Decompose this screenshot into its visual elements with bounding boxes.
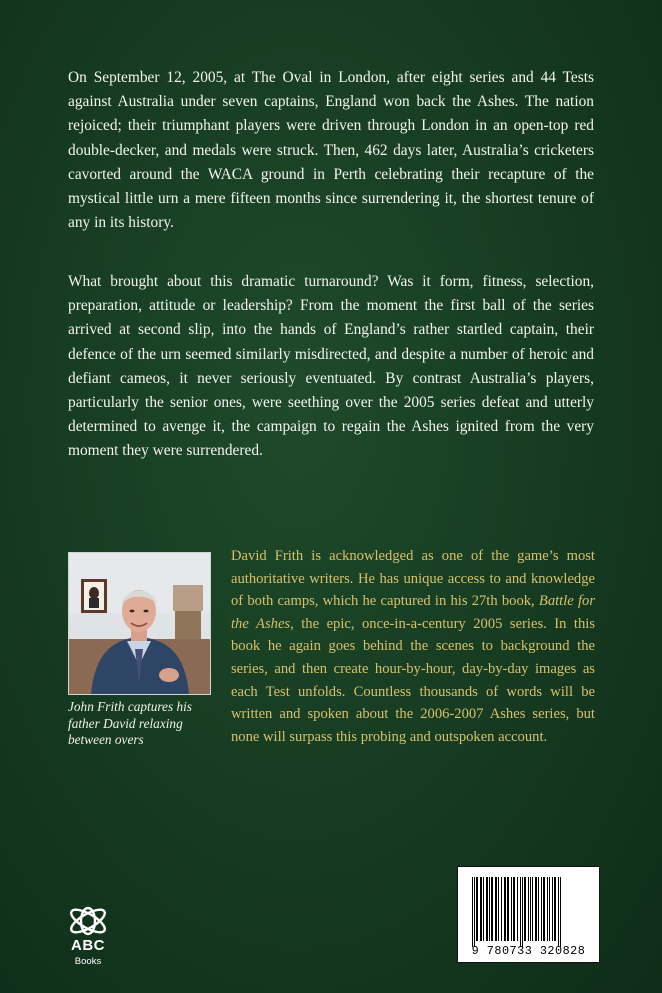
author-bio-text-2: , the epic, once-in-a-century 2005 series. In this book he again goes behind the scenes to background the series, and then create hour-by-hour, day-by-day images as each Test unfolds. Countless thousands of words will be written and spoken about the 2006-2007 Ashes series, but none will surpass this probing and outspoken account. [231, 615, 595, 745]
abc-lissajous-icon [66, 906, 110, 936]
barcode-bar [541, 877, 542, 941]
barcode-bar [528, 877, 529, 941]
author-bio [231, 545, 595, 748]
barcode-bar [476, 877, 478, 941]
logo-books-text: Books [74, 956, 102, 967]
barcode-bar [498, 877, 499, 941]
barcode-bar [491, 877, 493, 941]
barcode-bar [483, 877, 484, 941]
author-photo [68, 552, 211, 695]
blurb-paragraph-1: On September 12, 2005, at The Oval in London, after eight series and 44 Tests against Australia under seven captains, England won back the Ashes. The nation rejoiced; their triumphant players were driven through London in an open-top red double-decker, and medals were struck. Then, 462 days later, Australia’s cricketers cavorted around the WACA ground in Perth celebrating their recapture of the mystical little urn a mere fifteen months since surrendering it, the shortest tenure of any in its history. [68, 69, 594, 232]
barcode-bar [524, 877, 526, 941]
barcode-bar [480, 877, 482, 941]
blurb-paragraph-2: What brought about this dramatic turnaround? Was it form, fitness, selection, preparation, attitude or leadership? From the moment the first ball of the series arrived at second slip, into the hands of England’s rather startled captain, their defence of the urn seemed similarly misdirected, and despite a number of heroic and defiant cameos, it never seriously eventuated. By contrast Australia’s players, particularly the senior ones, were seething over the 2005 series defeat and utterly determined to avenge it, the campaign to regain the Ashes ignited from the very moment they were surrendered. [68, 273, 594, 460]
barcode-bar [538, 877, 539, 941]
barcode-bar [522, 877, 523, 947]
barcode-bar [513, 877, 515, 941]
barcode-bar [517, 877, 518, 941]
barcode-bar [511, 877, 512, 941]
photo-caption: John Frith captures his father David relaxing between overs [68, 699, 192, 747]
barcode-bar [554, 877, 556, 941]
barcode-bar [558, 877, 559, 947]
barcode-bar [474, 877, 475, 947]
author-bio-text-1: David Frith is acknowledged as one of the game’s most authoritative writers. He has unique access to and knowledge of both camps, which he captured in his 27th book, [231, 548, 595, 610]
barcode-bar [530, 877, 531, 941]
barcode-bar [489, 877, 490, 941]
barcode-bar [507, 877, 509, 941]
author-photo-image [69, 553, 210, 694]
book-title: Battle for the Ashes [231, 593, 595, 632]
barcode-bar [501, 877, 502, 941]
barcode-bar [532, 877, 533, 941]
barcode-bar [504, 877, 506, 941]
isbn-digits: 9 780733 320828 [471, 944, 586, 958]
barcode-bar [535, 877, 537, 941]
abc-books-logo [66, 906, 110, 990]
barcode-bar [472, 877, 473, 947]
barcode-bar [552, 877, 553, 941]
barcode-bar [520, 877, 521, 947]
barcode-bar [486, 877, 488, 941]
barcode-bar [549, 877, 550, 941]
barcode-bar [547, 877, 548, 941]
logo-abc-text: ABC [71, 937, 105, 954]
barcode-bar [560, 877, 561, 947]
barcode-bar [495, 877, 497, 941]
barcode-bar [543, 877, 545, 941]
isbn-barcode [457, 866, 600, 963]
